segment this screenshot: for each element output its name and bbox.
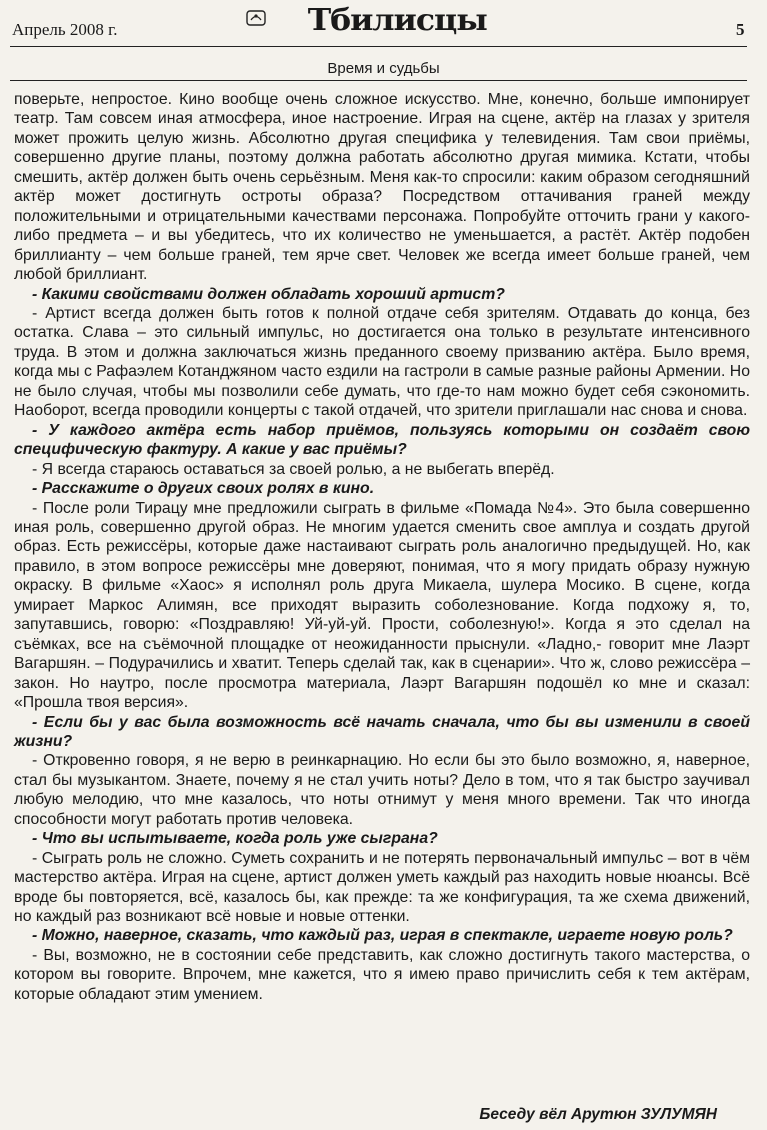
- interview-question: - Что вы испытываете, когда роль уже сыграна?: [32, 830, 438, 848]
- header-divider: [10, 46, 747, 47]
- issue-date: Апрель 2008 г.: [12, 20, 118, 39]
- interview-answer: - Я всегда стараюсь оставаться за своей ролью, а не выбегать вперёд.: [32, 460, 555, 478]
- interview-answer: поверьте, непростое. Кино вообще очень сложное искусство. Мне, конечно, больше импонирует театр. Там совсем иная атмосфера, иное настроение. Играя на сцене, актёр на глазах у зрителя может прожить целую жизнь. Абсолютно другая специфика у телевидения. Там свои приёмы, совершенно другие планы, поэтому должна работать абсолютно другая мимика. Кстати, чтобы смешить, актёр должен быть очень серьёзным. Меня как-то спросили: каким образом сегодняшний актёр может достигнуть остроты образа? Посредством оттачивания граней между положительными и отрицательными качествами персонажа. Попробуйте отточить грани у какого-либо предмета – и вы убедитесь, что их количество не уменьшается, а растёт. Актёр подобен бриллианту – чем больше граней, тем ярче свет. Человек же всегда имеет больше граней, чем любой бриллиант.: [14, 91, 750, 284]
- section-title: Время и судьбы: [327, 60, 440, 77]
- article-body: [14, 90, 750, 1004]
- interview-answer: - После роли Тирацу мне предложили сыграть в фильме «Помада №4». Это была совершенно иная роль, совершенно другой образ. Не многим удается сменить свое амплуа и создать другой образ. Есть режиссёры, которые даже настаивают сыграть роль аналогично предыдущей. Но, как правило, в этом вопросе режиссёры мне доверяют, понимая, что я могу придать образу нужную окраску. В фильме «Хаос» я исполнял роль друга Микаела, шулера Мосико. В сцене, когда умирает Маркос Алимян, все приходят выразить соболезнование. Когда подхожу я, то, запутавшись, говорю: «Поздравляю! Уй-уй-уй. Прости, соболезную!». Когда я это сделал на съёмках, все на съёмочной площадке от неожиданности прыснули. «Ладно,- говорит мне Лаэрт Вагаршян. – Подурачились и хватит. Теперь сделай так, как в сценарии». Что ж, слово режиссёра – закон. Но наутро, после просмотра материала, Лаэрт Вагаршян подошёл ко мне и сказал: «Прошла твоя версия».: [14, 499, 750, 712]
- page-number: 5: [736, 20, 745, 39]
- interview-question: - Какими свойствами должен обладать хороший артист?: [32, 285, 505, 303]
- newspaper-logo: Тбилисцы: [307, 3, 487, 38]
- interview-answer: - Артист всегда должен быть готов к полной отдаче себя зрителям. Отдавать до конца, без остатка. Слава – это сильный импульс, но достигается она только в результате интенсивного труда. В этом и должна заключаться жизнь преданного своему призванию актёра. Было время, когда мы с Рафаэлем Котанджяном часто ездили на гастроли в самые разные районы Армении. Но не было случая, чтобы мы позволили себе думать, что где-то нам можно будет себя сэкономить. Наоборот, всегда проводили концерты с такой отдачей, что зрители приглашали нас снова и снова.: [14, 304, 750, 420]
- section-divider: [10, 80, 747, 81]
- emblem-icon: [246, 10, 266, 26]
- interview-question: - У каждого актёра есть набор приёмов, пользуясь которыми он создаёт свою специфическую фактуру. А какие у вас приёмы?: [14, 421, 750, 459]
- interview-answer: - Сыграть роль не сложно. Суметь сохранить и не потерять первоначальный импульс – вот в чём мастерство актёра. Играя на сцене, артист должен уметь каждый раз находить новые нюансы. Всё вроде бы повторяется, всё, казалось бы, как прежде: та же конфигурация, та же схема движений, но каждый раз возникают всё новые и новые оттенки.: [14, 849, 750, 926]
- page-header: [0, 0, 767, 48]
- interview-answer: - Вы, возможно, не в состоянии себе представить, как сложно достигнуть такого мастерства, о котором вы говорите. Впрочем, мне кажется, что я имею право причислить себя к тем актёрам, которые обладают этим умением.: [14, 946, 750, 1003]
- interview-answer: - Откровенно говоря, я не верю в реинкарнацию. Но если бы это было возможно, я, наверное, стал бы музыкантом. Знаете, почему я не стал учить ноты? Дело в том, что я так быстро заучивал любую мелодию, что мне казалось, что ноты отнимут у меня много времени. Так что иногда способности могут работать против человека.: [14, 752, 750, 828]
- interview-question: - Если бы у вас была возможность всё начать сначала, что бы вы изменили в своей жизни?: [14, 713, 750, 750]
- interview-question: - Можно, наверное, сказать, что каждый раз, играя в спектакле, играете новую роль?: [32, 927, 733, 945]
- signature: Беседу вёл Арутюн ЗУЛУМЯН: [479, 1106, 717, 1123]
- interview-question: - Расскажите о других своих ролях в кино.: [32, 480, 375, 498]
